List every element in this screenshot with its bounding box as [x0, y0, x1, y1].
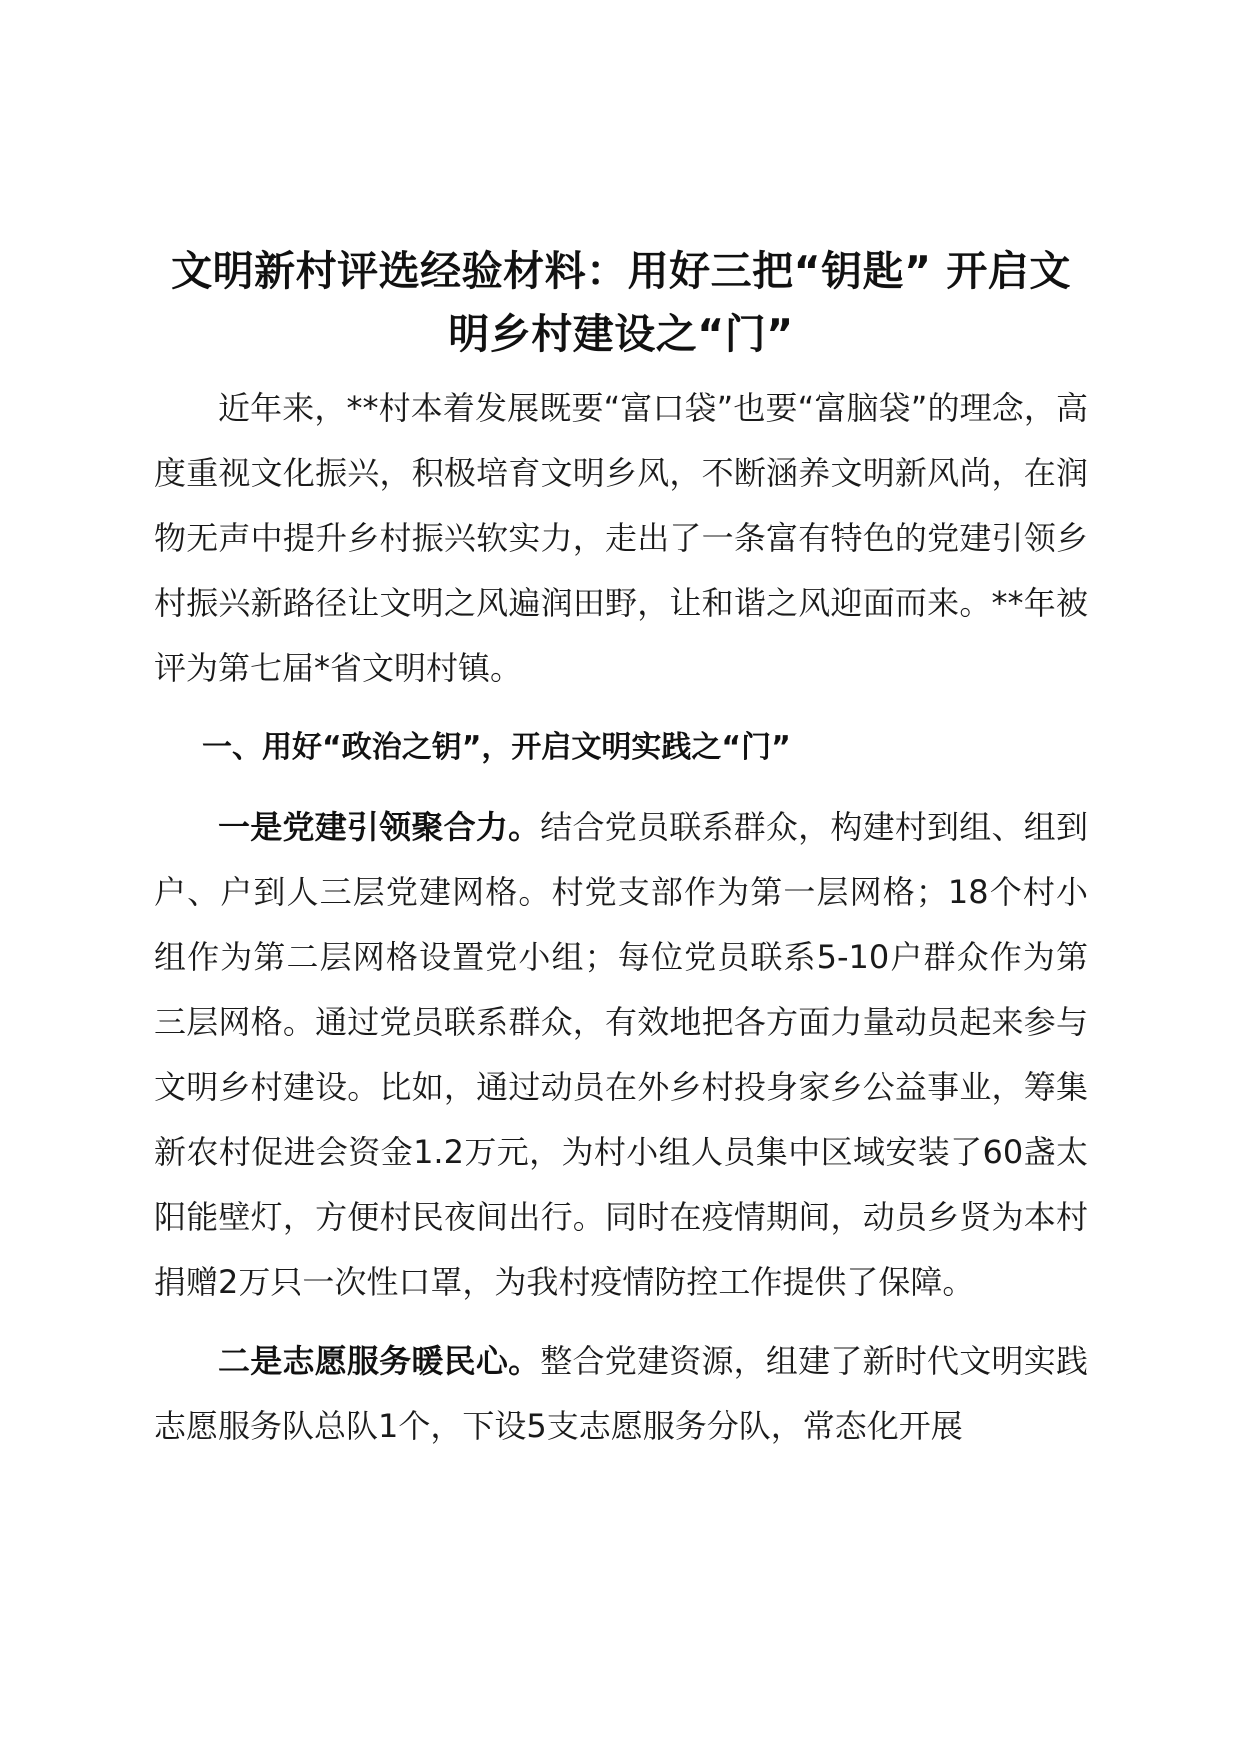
point-paragraph-party-building	[154, 795, 1088, 1315]
point-lead: 二是志愿服务暖民心。	[218, 1342, 541, 1380]
point-lead: 一是党建引领聚合力。	[218, 808, 541, 846]
point-text: 整合党建资源，组建了新时代文明实践志愿服务队总队1个，下设5支志愿服务分队，常态化开展	[154, 1342, 1088, 1445]
point-text: 结合党员联系群众，构建村到组、组到户、户到人三层党建网格。村党支部作为第一层网格；18个村小组作为第二层网格设置党小组；每位党员联系5-10户群众作为第三层网格。通过党员联系群众，有效地把各方面力量动员起来参与文明乡村建设。比如，通过动员在外乡村投身家乡公益事业，筹集新农村促进会资金1.2万元，为村小组人员集中区域安装了60盏太阳能壁灯，方便村民夜间出行。同时在疫情期间，动员乡贤为本村捐赠2万只一次性口罩，为我村疫情防控工作提供了保障。	[154, 808, 1088, 1301]
intro-paragraph: 近年来，**村本着发展既要“富口袋”也要“富脑袋”的理念，高度重视文化振兴，积极培育文明乡风，不断涵养文明新风尚，在润物无声中提升乡村振兴软实力，走出了一条富有特色的党建引领乡村振兴新路径让文明之风遍润田野，让和谐之风迎面而来。**年被评为第七届*省文明村镇。	[154, 389, 1088, 687]
section-heading: 一、用好“政治之钥”，开启文明实践之“门”	[202, 730, 791, 765]
document-title: 文明新村评选经验材料：用好三把“钥匙” 开启文明乡村建设之“门”	[171, 247, 1071, 358]
point-paragraph-volunteer-service	[154, 1329, 1088, 1459]
document-body	[154, 240, 1088, 1459]
